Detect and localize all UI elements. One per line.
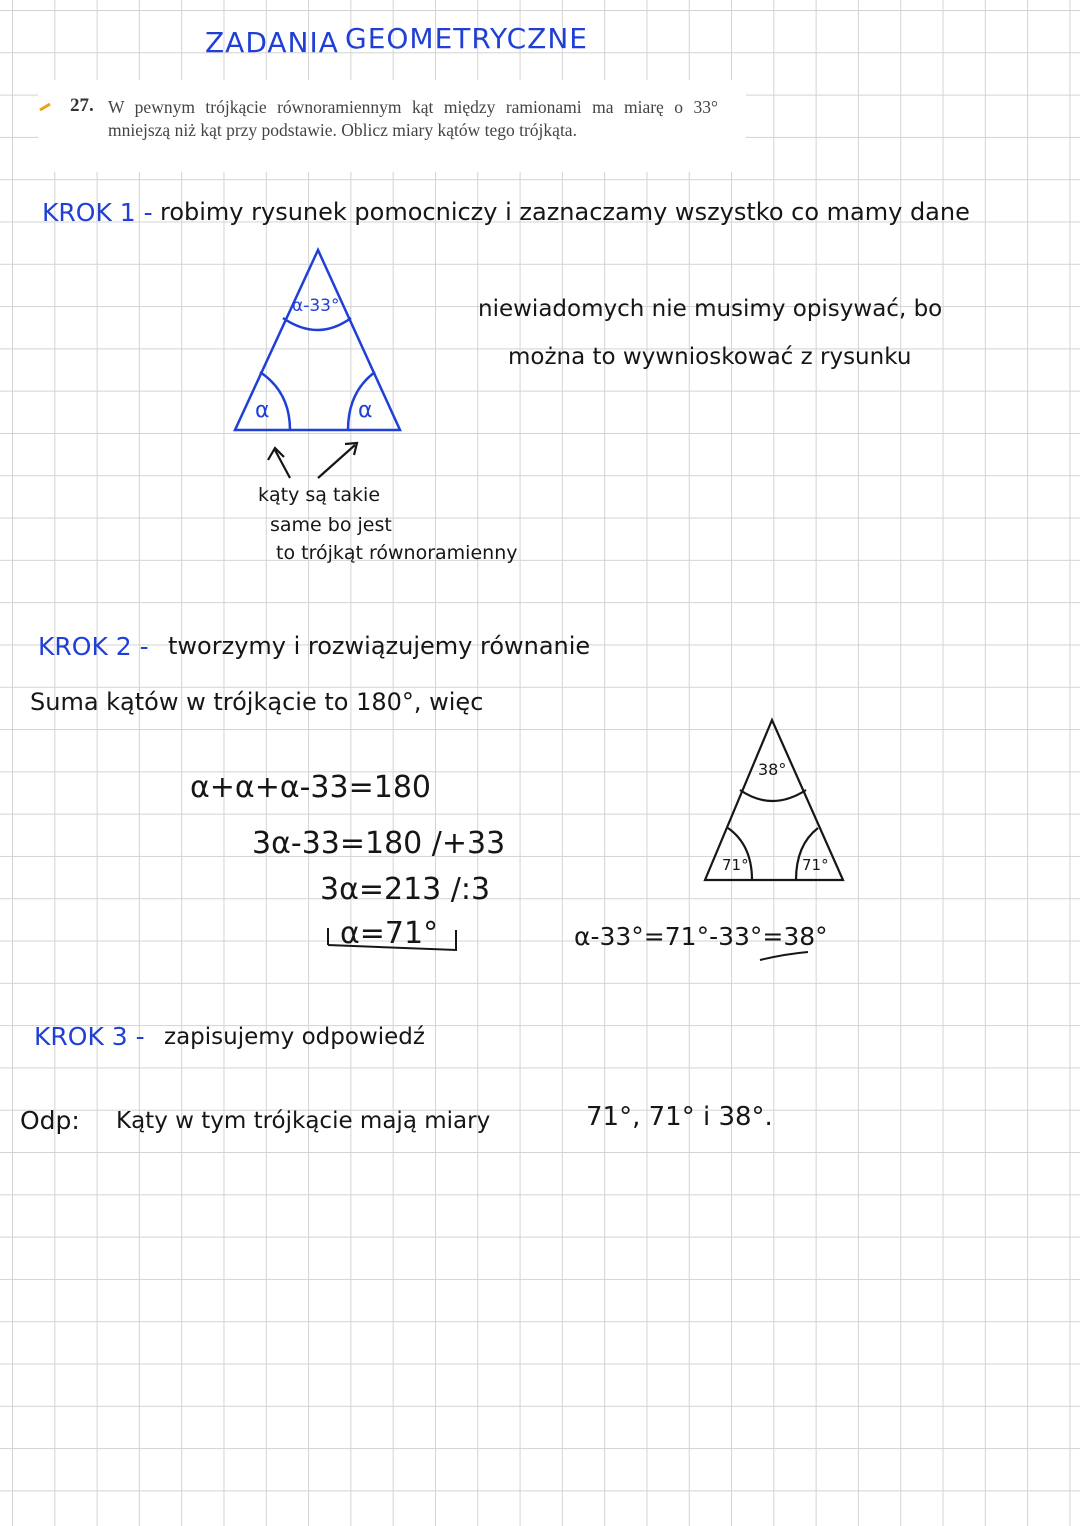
arrows-icon (268, 443, 357, 478)
step1-note-line1: niewiadomych nie musimy opisywać, bo (478, 296, 943, 322)
task-number: 27. (70, 95, 94, 116)
step2-result: α-33°=71°-33°=38° (574, 922, 828, 951)
answer-label: Odp: (20, 1106, 80, 1135)
step1-text: robimy rysunek pomocniczy i zaznaczamy wszystko co mamy dane (160, 198, 970, 226)
angle-label-right-2: 71° (802, 856, 829, 874)
equation-4: α=71° (340, 916, 439, 951)
task-text: W pewnym trójkącie równoramiennym kąt między ramionami ma miarę o 33° mniejszą niż kąt przy podstawie. Oblicz miary kątów tego trójkąta. (108, 97, 718, 140)
caption-line1: kąty są takie (258, 484, 381, 506)
step2-sum-text: Suma kątów w trójkącie to 180°, więc (30, 688, 484, 716)
result-underline (760, 952, 808, 960)
step2-label: KROK 2 - (38, 632, 149, 661)
step2-text: tworzymy i rozwiązujemy równanie (168, 632, 591, 660)
step1-note-line2: można to wywnioskować z rysunku (508, 344, 912, 370)
angle-label-right-1: α (358, 398, 373, 423)
caption-line3: to trójkąt równoramienny (276, 542, 518, 564)
step3-text: zapisujemy odpowiedź (164, 1024, 425, 1050)
angle-label-top-1: α-33° (292, 296, 340, 316)
angle-label-left-2: 71° (722, 856, 749, 874)
answer-text: Kąty w tym trójkącie mają miary (116, 1108, 491, 1134)
header-title-right: GEOMETRYCZNE (345, 22, 588, 55)
angle-arc-top-1 (283, 318, 351, 330)
step1-label: KROK 1 - (42, 198, 153, 227)
equation-2: 3α-33=180 /+33 (252, 826, 506, 861)
angle-label-top-2: 38° (758, 760, 787, 779)
answer-values: 71°, 71° i 38°. (586, 1102, 773, 1132)
angle-label-left-1: α (255, 398, 270, 423)
equation-3: 3α=213 /:3 (320, 872, 491, 907)
step3-label: KROK 3 - (34, 1022, 145, 1051)
header-title-left: ZADANIA (205, 26, 339, 59)
equation-1: α+α+α-33=180 (190, 770, 431, 805)
caption-line2: same bo jest (270, 514, 392, 536)
